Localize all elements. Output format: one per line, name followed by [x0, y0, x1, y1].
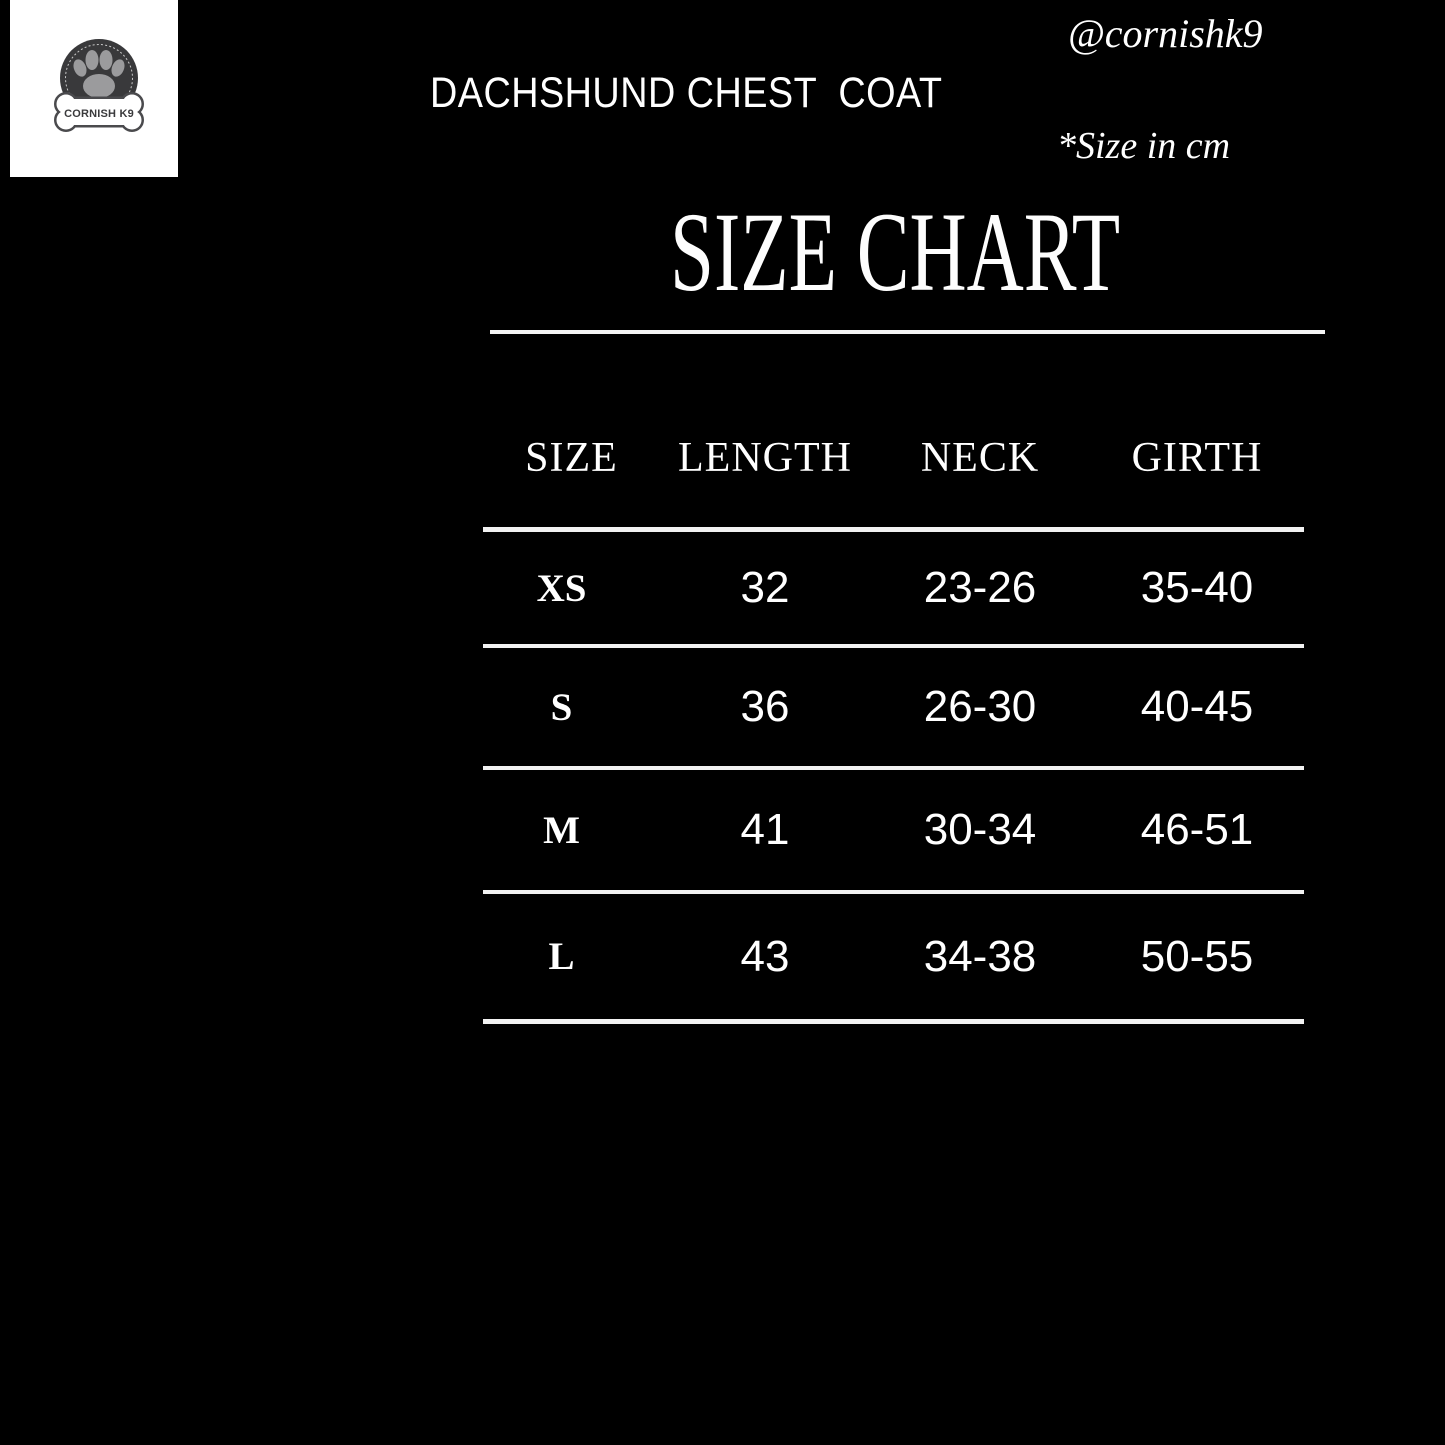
row-l-girth: 50-55 — [1140, 931, 1254, 981]
row-m-size: M — [543, 808, 580, 852]
column-header-size: SIZE — [525, 435, 618, 481]
row-m-girth: 46-51 — [1140, 805, 1254, 854]
row-l-size: L — [548, 935, 575, 978]
table-row-xs — [483, 532, 1304, 648]
row-xs-length: 32 — [740, 563, 790, 612]
size-table — [483, 413, 1304, 1024]
row-s-size: S — [550, 685, 573, 729]
table-header-row — [483, 413, 1304, 532]
row-l-length: 43 — [740, 931, 790, 981]
column-header-length: LENGTH — [678, 435, 852, 481]
size-unit-note: *Size in cm — [1057, 125, 1231, 167]
column-header-neck: NECK — [920, 435, 1040, 481]
table-row-l — [483, 894, 1304, 1024]
title-divider — [490, 330, 1325, 334]
logo-brand-text: CORNISH K9 — [64, 108, 134, 120]
row-xs-girth: 35-40 — [1140, 563, 1254, 612]
row-s-length: 36 — [740, 682, 790, 731]
table-row-m — [483, 770, 1304, 894]
product-title: DACHSHUND CHEST COAT — [430, 69, 943, 117]
column-header-girth: GIRTH — [1131, 435, 1263, 481]
table-row-s — [483, 648, 1304, 770]
row-xs-size: XS — [536, 566, 587, 610]
row-s-girth: 40-45 — [1140, 682, 1254, 731]
row-l-neck: 34-38 — [923, 931, 1037, 981]
row-xs-neck: 23-26 — [923, 563, 1037, 612]
size-chart-title: SIZE CHART — [669, 190, 1121, 315]
row-m-neck: 30-34 — [923, 805, 1037, 854]
brand-logo-badge — [10, 0, 178, 177]
row-s-neck: 26-30 — [923, 682, 1037, 731]
paw-bone-logo-icon — [10, 0, 178, 177]
row-m-length: 41 — [740, 805, 790, 854]
instagram-handle: @cornishk9 — [1068, 11, 1263, 56]
